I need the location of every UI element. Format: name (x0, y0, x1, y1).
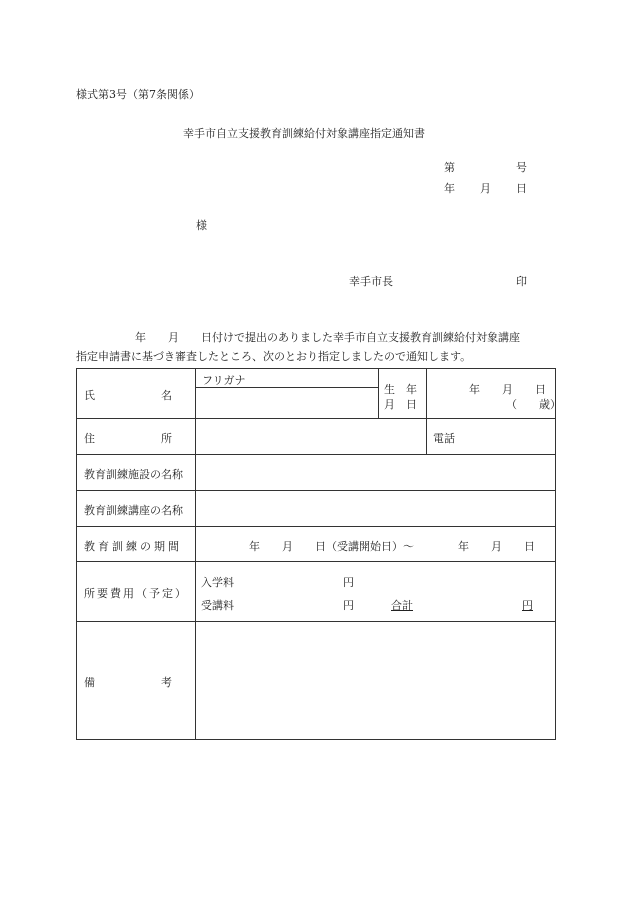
document-title: 幸手市自立支援教育訓練給付対象講座指定通知書 (183, 127, 425, 140)
furigana-field[interactable] (196, 370, 377, 386)
course-label: 教育訓練講座の名称 (84, 504, 183, 517)
period-label: 教育訓練の期間 (84, 540, 182, 553)
tuition-yen: 円 (343, 599, 354, 612)
period-value: 年 月 日（受講開始日）～ 年 月 日 (249, 540, 535, 553)
body-line-2: 指定申請書に基づき審査したところ、次のとおり指定しましたので通知します。 (76, 350, 472, 363)
phone-label: 電話 (433, 432, 455, 445)
tuition-label: 受講料 (201, 599, 234, 612)
name-label: 氏 名 (84, 389, 172, 402)
total-yen: 円 (522, 599, 533, 612)
date-day: 日 (516, 182, 527, 195)
admission-label: 入学料 (201, 576, 234, 589)
address-label: 住 所 (84, 432, 172, 445)
facility-label: 教育訓練施設の名称 (84, 468, 183, 481)
furigana-label: フリガナ (202, 374, 246, 387)
issuer-name: 幸手市長 (349, 275, 393, 288)
remarks-label: 備 考 (84, 676, 172, 689)
remarks-field[interactable] (196, 622, 555, 739)
seal-mark: 印 (516, 275, 527, 288)
birth-label-1: 生 年 (384, 383, 417, 396)
total-line (391, 597, 533, 613)
date-year: 年 (444, 182, 455, 195)
doc-no-dai: 第 (444, 161, 455, 174)
cost-label: 所要費用（予定） (84, 587, 188, 600)
admission-yen: 円 (343, 576, 354, 589)
birth-date: 年 月 日 (469, 383, 546, 396)
designation-table (76, 368, 561, 740)
doc-no-go: 号 (516, 161, 527, 174)
course-field[interactable] (196, 491, 555, 525)
facility-field[interactable] (196, 455, 555, 489)
age: （ 歳） (506, 398, 561, 411)
addressee-suffix: 様 (196, 219, 207, 232)
body-line-1: 年 月 日付けで提出のありました幸手市自立支援教育訓練給付対象講座 (135, 331, 520, 344)
form-number: 様式第3号（第7条関係） (76, 88, 200, 101)
name-field[interactable] (196, 389, 377, 417)
address-field[interactable] (196, 419, 425, 453)
birth-label-2: 月 日 (384, 398, 417, 411)
date-month: 月 (480, 182, 491, 195)
total-label: 合計 (391, 599, 413, 612)
